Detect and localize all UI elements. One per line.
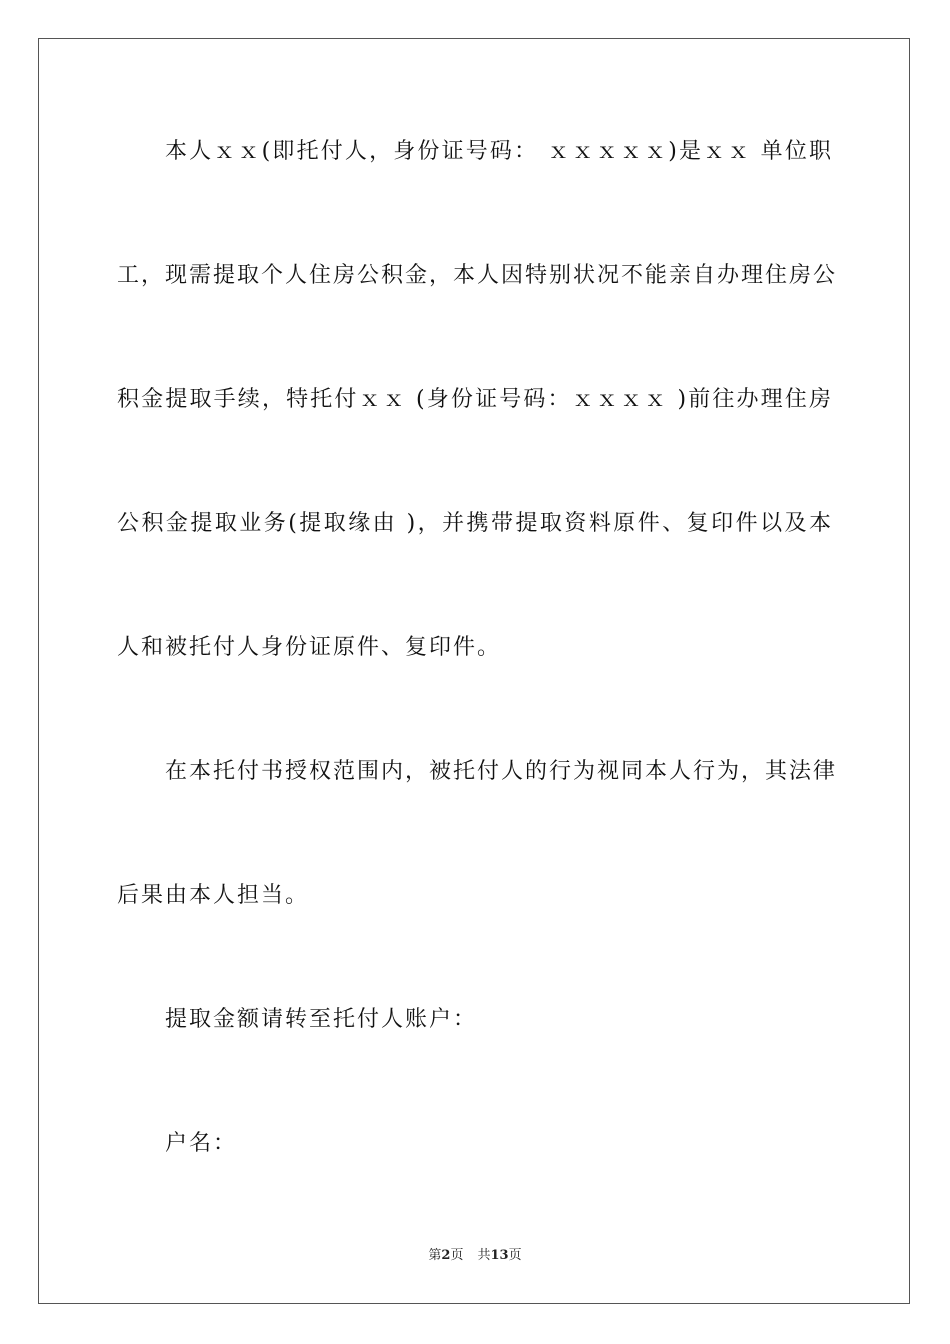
footer-page-prefix: 第 <box>428 1248 442 1263</box>
page-footer <box>0 1247 950 1265</box>
footer-total-prefix: 共 <box>477 1248 491 1263</box>
paragraph-line-6: 在本托付书授权范围内，被托付人的行为视同本人行为，其法律 <box>165 759 838 784</box>
footer-total-unit: 页 <box>508 1248 522 1263</box>
footer-page-current: 2 <box>441 1248 451 1263</box>
paragraph-line-1: 本人ｘｘ(即托付人，身份证号码： ｘｘｘｘｘ)是ｘｘ 单位职 <box>165 139 833 164</box>
account-name-label: 户名： <box>165 1131 238 1156</box>
page-border <box>38 38 910 1304</box>
footer-page-total: 13 <box>490 1248 509 1263</box>
paragraph-line-4: 公积金提取业务(提取缘由 )，并携带提取资料原件、复印件以及本 <box>117 511 833 536</box>
paragraph-line-2: 工，现需提取个人住房公积金，本人因特别状况不能亲自办理住房公 <box>117 263 838 288</box>
footer-page-unit: 页 <box>450 1248 464 1263</box>
paragraph-line-5: 人和被托付人身份证原件、复印件。 <box>117 635 502 660</box>
paragraph-line-7: 后果由本人担当。 <box>117 883 310 908</box>
account-instruction: 提取金额请转至托付人账户： <box>165 1007 478 1032</box>
paragraph-line-3: 积金提取手续，特托付ｘｘ (身份证号码：ｘｘｘｘ )前往办理住房 <box>117 387 833 412</box>
